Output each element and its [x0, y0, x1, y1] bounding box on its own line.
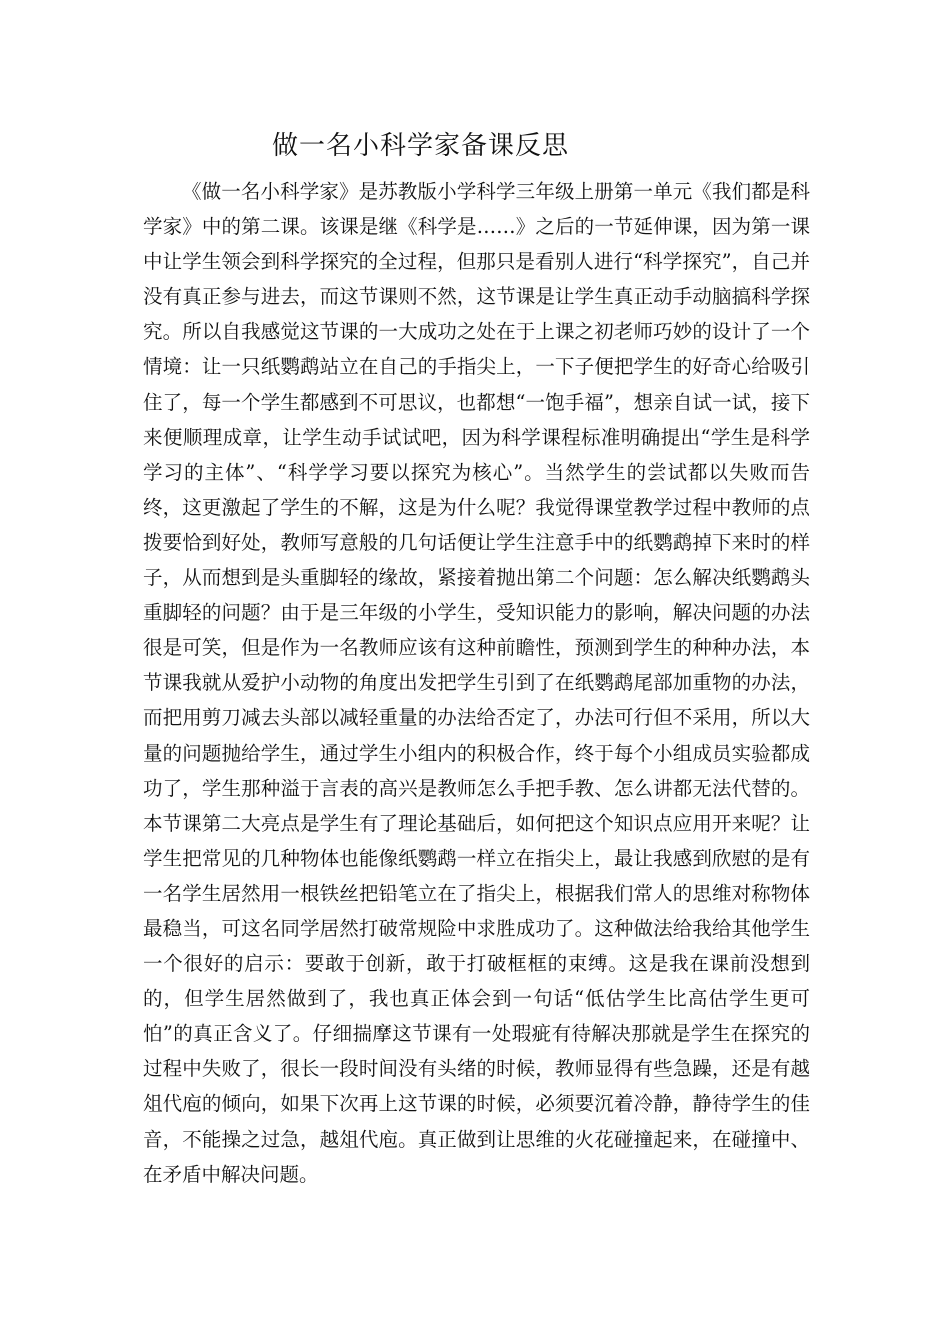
document-title: 做一名小科学家备课反思 [272, 131, 570, 161]
document-body-paragraph: 《做一名小科学家》是苏教版小学科学三年级上册第一单元《我们都是科学家》中的第二课。该课是继《科学是……》之后的一节延伸课，因为第一课中让学生领会到科学探究的全过程，但那只是看别人进行“科学探究”，自己并没有真正参与进去，而这节课则不然，这节课是让学生真正动手动脑搞科学探究。所以自我感觉这节课的一大成功之处在于上课之初老师巧妙的设计了一个情境：让一只纸鹦鹉站立在自己的手指尖上，一下子便把学生的好奇心给吸引住了，每一个学生都感到不可思议，也都想“一饱手福”，想亲自试一试，接下来便顺理成章，让学生动手试试吧，因为科学课程标准明确提出“学生是科学学习的主体”、“科学学习要以探究为核心”。当然学生的尝试都以失败而告终，这更激起了学生的不解，这是为什么呢？我觉得课堂教学过程中教师的点拨要恰到好处，教师写意般的几句话便让学生注意手中的纸鹦鹉掉下来时的样子，从而想到是头重脚轻的缘故，紧接着抛出第二个问题：怎么解决纸鹦鹉头重脚轻的问题？由于是三年级的小学生，受知识能力的影响，解决问题的办法很是可笑，但是作为一名教师应该有这种前瞻性，预测到学生的种种办法，本节课我就从爱护小动物的角度出发把学生引到了在纸鹦鹉尾部加重物的办法，而把用剪刀减去头部以减轻重量的办法给否定了，办法可行但不采用，所以大量的问题抛给学生，通过学生小组内的积极合作，终于每个小组成员实验都成功了，学生那种溢于言表的高兴是教师怎么手把手教、怎么讲都无法代替的。本节课第二大亮点是学生有了理论基础后，如何把这个知识点应用开来呢？让学生把常见的几种物体也能像纸鹦鹉一样立在指尖上，最让我感到欣慰的是有一名学生居然用一根铁丝把铅笔立在了指尖上，根据我们常人的思维对称物体最稳当，可这名同学居然打破常规险中求胜成功了。这种做法给我给其他学生一个很好的启示：要敢于创新，敢于打破框框的束缚。这是我在课前没想到的，但学生居然做到了，我也真正体会到一句话“低估学生比高估学生更可怕”的真正含义了。仔细揣摩这节课有一处瑕疵有待解决那就是学生在探究的过程中失败了，很长一段时间没有头绪的时候，教师显得有些急躁，还是有越俎代庖的倾向，如果下次再上这节课的时候，必须要沉着冷静，静待学生的佳音，不能操之过急，越俎代庖。真正做到让思维的火花碰撞起来，在碰撞中、在矛盾中解决问题。 [143, 180, 810, 1186]
